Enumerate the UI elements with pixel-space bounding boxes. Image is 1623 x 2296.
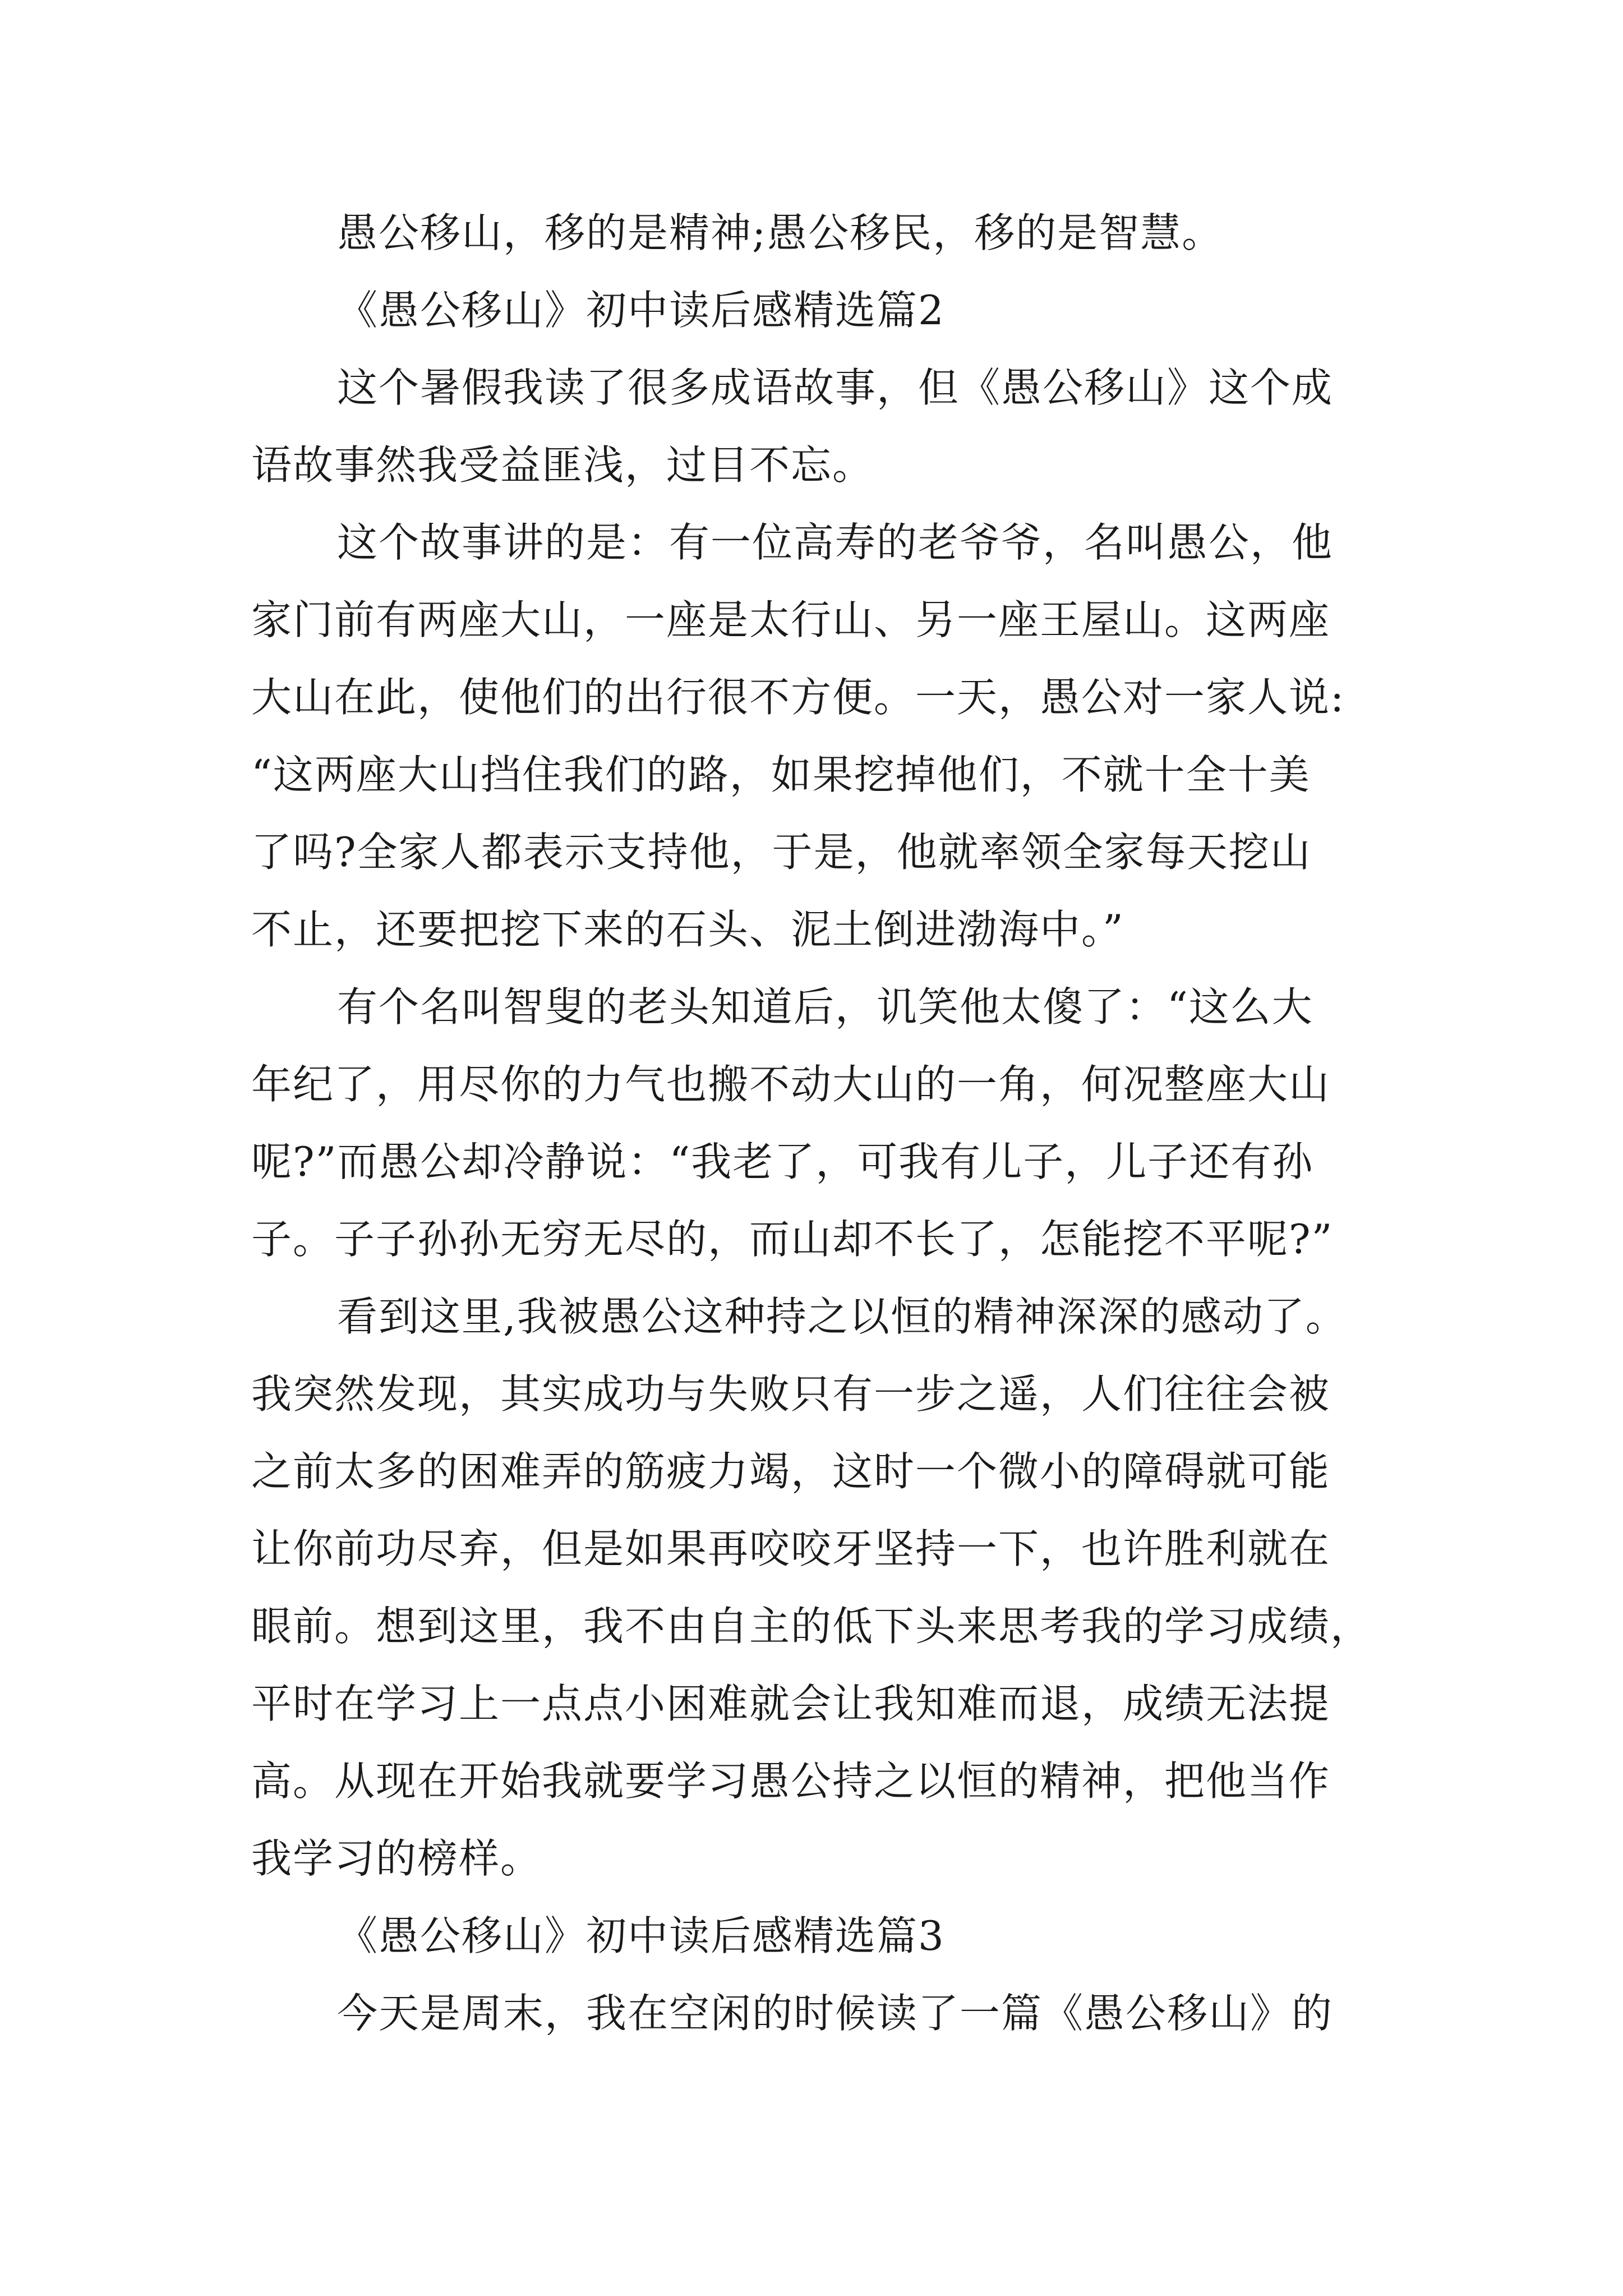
- text-line: “这两座大山挡住我们的路，如果挖掉他们，不就十全十美: [251, 751, 1311, 798]
- text-line: 有个名叫智叟的老头知道后，讥笑他太傻了：“这么大: [337, 983, 1313, 1030]
- text-line: 让你前功尽弃，但是如果再咬咬牙坚持一下，也许胜利就在: [251, 1525, 1331, 1572]
- text-line: 平时在学习上一点点小困难就会让我知难而退，成绩无法提: [251, 1680, 1331, 1727]
- section-heading: 《愚公移山》初中读后感精选篇2: [337, 287, 945, 334]
- section-heading: 《愚公移山》初中读后感精选篇3: [337, 1912, 945, 1959]
- text-line: 不止，还要把挖下来的石头、泥土倒进渤海中。”: [251, 906, 1124, 953]
- text-line: 眼前。想到这里，我不由自主的低下头来思考我的学习成绩，: [251, 1603, 1372, 1650]
- text-line: 今天是周末，我在空闲的时候读了一篇《愚公移山》的: [337, 1990, 1334, 2037]
- text-line: 大山在此，使他们的出行很不方便。一天，愚公对一家人说:: [251, 674, 1345, 721]
- text-line: 看到这里,我被愚公这种持之以恒的精神深深的感动了。: [337, 1293, 1347, 1340]
- text-line: 语故事然我受益匪浅，过目不忘。: [251, 441, 874, 489]
- text-line: 高。从现在开始我就要学习愚公持之以恒的精神，把他当作: [251, 1757, 1331, 1805]
- text-line: 这个暑假我读了很多成语故事，但《愚公移山》这个成: [337, 364, 1334, 411]
- text-line: 了吗?全家人都表示支持他，于是，他就率领全家每天挖山: [251, 829, 1312, 876]
- text-line: 我突然发现，其实成功与失败只有一步之遥，人们往往会被: [251, 1370, 1331, 1418]
- text-line: 这个故事讲的是：有一位高寿的老爷爷，名叫愚公，他: [337, 519, 1334, 566]
- text-line: 愚公移山，移的是精神;愚公移民，移的是智慧。: [337, 209, 1224, 256]
- text-line: 家门前有两座大山，一座是太行山、另一座王屋山。这两座: [251, 596, 1331, 643]
- text-line: 我学习的榜样。: [251, 1835, 542, 1882]
- text-line: 呢?”而愚公却冷静说：“我老了，可我有儿子，儿子还有孙: [251, 1138, 1314, 1185]
- text-line: 之前太多的困难弄的筋疲力竭，这时一个微小的障碍就可能: [251, 1448, 1331, 1495]
- text-line: 子。子子孙孙无穷无尽的，而山却不长了，怎能挖不平呢?”: [251, 1216, 1334, 1263]
- text-line: 年纪了，用尽你的力气也搬不动大山的一角，何况整座大山: [251, 1061, 1331, 1108]
